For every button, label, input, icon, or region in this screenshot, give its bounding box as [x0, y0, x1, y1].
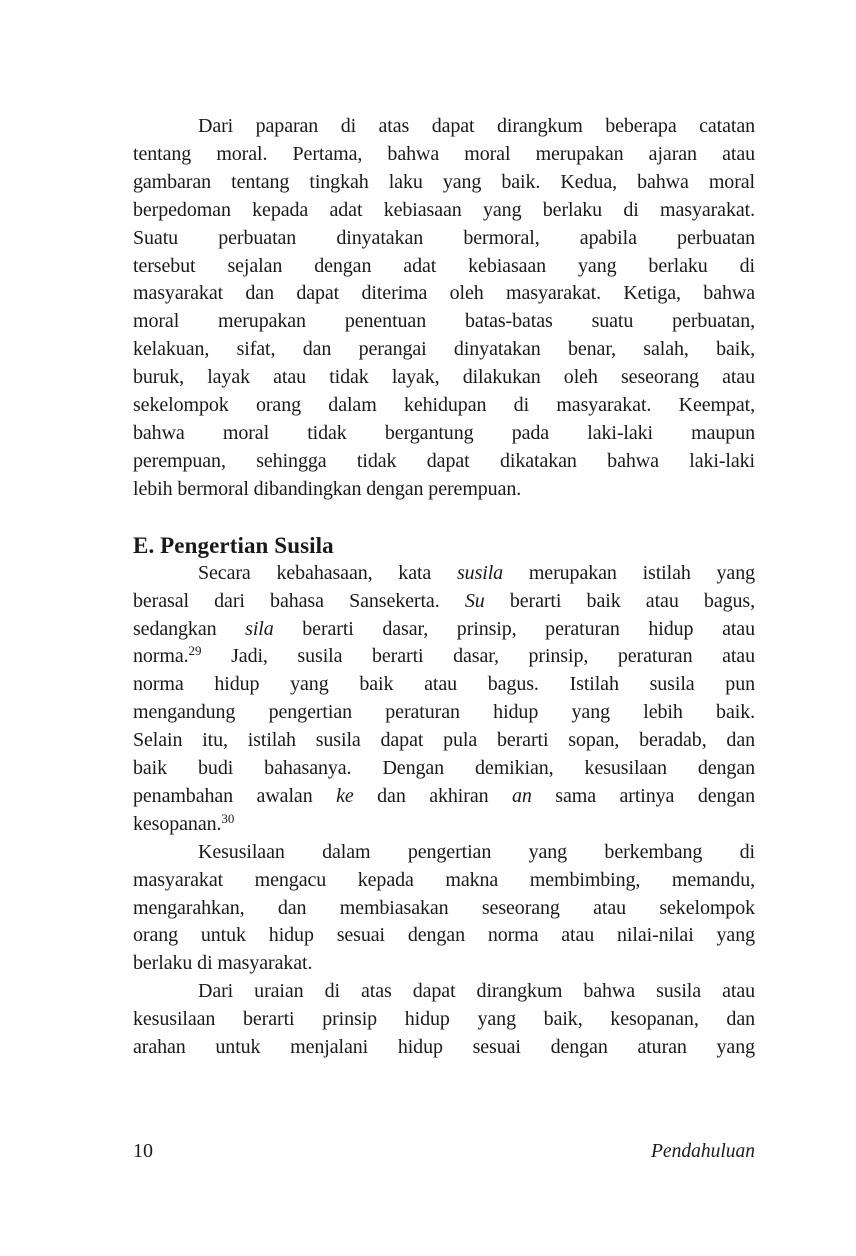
text-line: orang untuk hidup sesuai dengan norma atau nilai-nilai yang [133, 924, 755, 947]
text-line: tersebut sejalan dengan adat kebiasaan yang berlaku di [133, 254, 755, 277]
paragraph-kesusilaan-meaning [133, 839, 755, 979]
text-line: arahan untuk menjalani hidup sesuai dengan aturan yang [133, 1036, 755, 1059]
text-line: masyarakat dan dapat diterima oleh masyarakat. Ketiga, bahwa [133, 282, 755, 305]
section-heading: E. Pengertian Susila [133, 532, 334, 558]
body-text [133, 113, 755, 1062]
text-line: buruk, layak atau tidak layak, dilakukan oleh seseorang atau [133, 366, 755, 389]
text-line: kesusilaan berarti prinsip hidup yang baik, kesopanan, dan [133, 1008, 755, 1031]
text-line: mengarahkan, dan membiasakan seseorang atau sekelompok [133, 896, 755, 919]
text-line: masyarakat mengacu kepada makna membimbing, memandu, [133, 868, 755, 891]
running-title: Pendahuluan [651, 1141, 755, 1162]
text-line: kelakuan, sifat, dan perangai dinyatakan benar, salah, baik, [133, 338, 755, 361]
text-line: norma hidup yang baik atau bagus. Istilah susila pun [133, 673, 755, 696]
page-number: 10 [133, 1140, 153, 1162]
paragraph-susila-definition [133, 560, 755, 839]
text-line: baik budi bahasanya. Dengan demikian, kesusilaan dengan [133, 757, 755, 780]
text-line: kesopanan.$^{30}$ [133, 810, 235, 835]
text-line: berlaku di masyarakat. [133, 952, 313, 975]
text-line: penambahan awalan ke dan akhiran an sama artinya dengan [133, 784, 755, 807]
text-line: sedangkan sila berarti dasar, prinsip, peraturan hidup atau [133, 617, 755, 640]
paragraph-susila-summary [133, 978, 755, 1062]
text-line: sekelompok orang dalam kehidupan di masyarakat. Keempat, [133, 394, 755, 417]
text-line: lebih bermoral dibandingkan dengan perempuan. [133, 477, 522, 500]
text-line: perempuan, sehingga tidak dapat dikatakan bahwa laki-laki [133, 449, 755, 472]
text-line: Kesusilaan dalam pengertian yang berkembang di [198, 840, 755, 863]
text-line: Dari paparan di atas dapat dirangkum beberapa catatan [198, 115, 755, 137]
text-line: Secara kebahasaan, kata susila merupakan istilah yang [198, 561, 755, 584]
text-line: bahwa moral tidak bergantung pada laki-laki maupun [133, 421, 755, 444]
text-line: berasal dari bahasa Sansekerta. Su berarti baik atau bagus, [133, 589, 755, 612]
text-line: tentang moral. Pertama, bahwa moral merupakan ajaran atau [133, 142, 755, 165]
text-line: Dari uraian di atas dapat dirangkum bahwa susila atau [198, 980, 755, 1003]
text-line: mengandung pengertian peraturan hidup yang lebih baik. [133, 701, 755, 724]
text-line: gambaran tentang tingkah laku yang baik. Kedua, bahwa moral [133, 170, 755, 193]
text-line: norma.$^{29}$ Jadi, susila berarti dasar, prinsip, peraturan atau [133, 643, 755, 668]
text-line: moral merupakan penentuan batas-batas suatu perbuatan, [133, 310, 755, 333]
text-line: Suatu perbuatan dinyatakan bermoral, apabila perbuatan [133, 226, 755, 249]
paragraph-moral-notes [133, 113, 755, 504]
text-line: Selain itu, istilah susila dapat pula berarti sopan, beradab, dan [133, 729, 755, 752]
page-footer [133, 1140, 755, 1163]
text-line: berpedoman kepada adat kebiasaan yang berlaku di masyarakat. [133, 198, 755, 221]
